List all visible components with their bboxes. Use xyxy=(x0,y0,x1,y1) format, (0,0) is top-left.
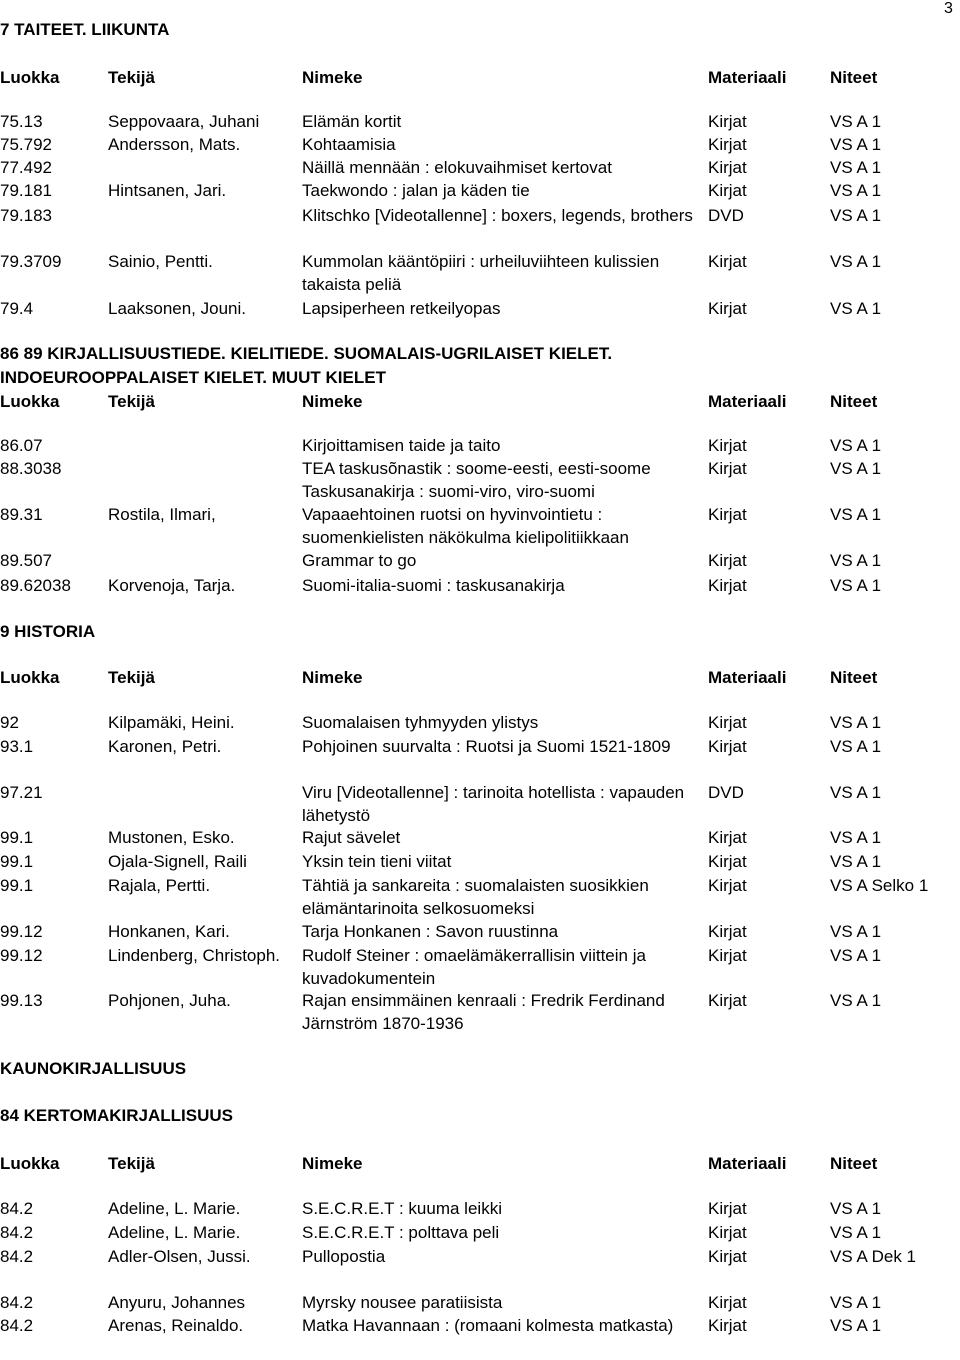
niteet-cell: VS A 1 xyxy=(830,252,882,271)
niteet-cell: VS A Selko 1 xyxy=(830,876,929,895)
table-row xyxy=(0,711,960,734)
tekija-cell: Mustonen, Esko. xyxy=(108,828,235,847)
column-header-tekija: Tekijä xyxy=(108,392,155,411)
materiaali-cell: Kirjat xyxy=(708,551,747,570)
tekija-cell: Arenas, Reinaldo. xyxy=(108,1316,244,1335)
niteet-cell: VS A 1 xyxy=(830,576,882,595)
luokka-cell: 84.2 xyxy=(0,1223,34,1242)
nimeke-cell: TEA taskusõnastik : soome-eesti, eesti-soome Taskusanakirja : suomi-viro, viro-suomi xyxy=(302,459,651,501)
nimeke-cell: Näillä mennään : elokuvaihmiset kertovat xyxy=(302,158,612,177)
column-header-materiaali: Materiaali xyxy=(708,68,787,87)
niteet-cell: VS A 1 xyxy=(830,436,882,455)
luokka-cell: 77.492 xyxy=(0,158,52,177)
tekija-cell: Sainio, Pentti. xyxy=(108,252,213,271)
table-row xyxy=(0,250,960,296)
materiaali-cell: Kirjat xyxy=(708,505,747,524)
materiaali-cell: Kirjat xyxy=(708,991,747,1010)
table-row xyxy=(0,735,960,781)
luokka-cell: 97.21 xyxy=(0,783,43,802)
table-row xyxy=(0,989,960,1035)
materiaali-cell: DVD xyxy=(708,783,744,802)
nimeke-cell: Pullopostia xyxy=(302,1247,386,1266)
nimeke-cell: Myrsky nousee paratiisista xyxy=(302,1293,503,1312)
luokka-cell: 84.2 xyxy=(0,1199,34,1218)
nimeke-cell: Kirjoittamisen taide ja taito xyxy=(302,436,501,455)
niteet-cell: VS A 1 xyxy=(830,181,882,200)
materiaali-cell: Kirjat xyxy=(708,1223,747,1242)
luokka-cell: 75.13 xyxy=(0,112,43,131)
table-row xyxy=(0,156,960,179)
niteet-cell: VS A 1 xyxy=(830,922,882,941)
nimeke-cell: Viru [Videotallenne] : tarinoita hotellista : vapauden lähetystö xyxy=(302,783,685,825)
table-row xyxy=(0,1221,960,1244)
column-header-luokka: Luokka xyxy=(0,68,60,87)
tekija-cell: Ojala-Signell, Raili xyxy=(108,852,247,871)
nimeke-cell: Matka Havannaan : (romaani kolmesta matkasta) xyxy=(302,1316,674,1335)
column-header-materiaali: Materiaali xyxy=(708,668,787,687)
table-row xyxy=(0,1245,960,1291)
tekija-cell: Kilpamäki, Heini. xyxy=(108,713,235,732)
section-heading: INDOEUROOPPALAISET KIELET. MUUT KIELET xyxy=(0,368,386,387)
luokka-cell: 79.4 xyxy=(0,299,34,318)
tekija-cell: Lindenberg, Christoph. xyxy=(108,946,281,965)
nimeke-cell: Taekwondo : jalan ja käden tie xyxy=(302,181,530,200)
niteet-cell: VS A 1 xyxy=(830,299,882,318)
table-row xyxy=(0,434,960,457)
luokka-cell: 89.62038 xyxy=(0,576,71,595)
niteet-cell: VS A 1 xyxy=(830,158,882,177)
materiaali-cell: Kirjat xyxy=(708,1316,747,1335)
materiaali-cell: Kirjat xyxy=(708,1247,747,1266)
column-header-nimeke: Nimeke xyxy=(302,668,363,687)
nimeke-cell: Klitschko [Videotallenne] : boxers, legends, brothers xyxy=(302,206,693,225)
luokka-cell: 89.31 xyxy=(0,505,43,524)
niteet-cell: VS A 1 xyxy=(830,135,882,154)
tekija-cell: Rajala, Pertti. xyxy=(108,876,211,895)
materiaali-cell: Kirjat xyxy=(708,946,747,965)
column-header-luokka: Luokka xyxy=(0,392,60,411)
nimeke-cell: Tähtiä ja sankareita : suomalaisten suosikkien elämäntarinoita selkosuomeksi xyxy=(302,876,649,918)
luokka-cell: 79.181 xyxy=(0,181,52,200)
column-header-nimeke: Nimeke xyxy=(302,68,363,87)
niteet-cell: VS A 1 xyxy=(830,991,882,1010)
column-header-niteet: Niteet xyxy=(830,392,878,411)
table-row xyxy=(0,297,960,320)
niteet-cell: VS A 1 xyxy=(830,551,882,570)
tekija-cell: Adler-Olsen, Jussi. xyxy=(108,1247,251,1266)
materiaali-cell: Kirjat xyxy=(708,576,747,595)
luokka-cell: 86.07 xyxy=(0,436,43,455)
table-row xyxy=(0,457,960,503)
materiaali-cell: Kirjat xyxy=(708,135,747,154)
column-header-nimeke: Nimeke xyxy=(302,392,363,411)
niteet-cell: VS A 1 xyxy=(830,112,882,131)
tekija-cell: Rostila, Ilmari, xyxy=(108,505,216,524)
materiaali-cell: Kirjat xyxy=(708,1199,747,1218)
column-header-tekija: Tekijä xyxy=(108,668,155,687)
luokka-cell: 99.13 xyxy=(0,991,43,1010)
luokka-cell: 99.12 xyxy=(0,922,43,941)
table-row xyxy=(0,1314,960,1360)
nimeke-cell: S.E.C.R.E.T : polttava peli xyxy=(302,1223,500,1242)
table-row xyxy=(0,874,960,920)
niteet-cell: VS A 1 xyxy=(830,1223,882,1242)
luokka-cell: 99.1 xyxy=(0,876,34,895)
niteet-cell: VS A 1 xyxy=(830,737,882,756)
nimeke-cell: Pohjoinen suurvalta : Ruotsi ja Suomi 1521-1809 xyxy=(302,737,671,756)
materiaali-cell: Kirjat xyxy=(708,158,747,177)
nimeke-cell: Kummolan kääntöpiiri : urheiluviihteen kulissien takaista peliä xyxy=(302,252,660,294)
niteet-cell: VS A 1 xyxy=(830,713,882,732)
nimeke-cell: Rudolf Steiner : omaelämäkerrallisin viittein ja kuvadokumentein xyxy=(302,946,646,988)
tekija-cell: Honkanen, Kari. xyxy=(108,922,230,941)
materiaali-cell: DVD xyxy=(708,206,744,225)
tekija-cell: Andersson, Mats. xyxy=(108,135,241,154)
table-row xyxy=(0,110,960,133)
materiaali-cell: Kirjat xyxy=(708,181,747,200)
niteet-cell: VS A 1 xyxy=(830,852,882,871)
nimeke-cell: Vapaaehtoinen ruotsi on hyvinvointietu : suomenkielisten näkökulma kielipolitiikkaan xyxy=(302,505,629,547)
column-header-niteet: Niteet xyxy=(830,68,878,87)
materiaali-cell: Kirjat xyxy=(708,1293,747,1312)
luokka-cell: 79.183 xyxy=(0,206,52,225)
table-row xyxy=(0,503,960,549)
niteet-cell: VS A 1 xyxy=(830,946,882,965)
luokka-cell: 89.507 xyxy=(0,551,52,570)
column-header-tekija: Tekijä xyxy=(108,1154,155,1173)
section-heading: 7 TAITEET. LIIKUNTA xyxy=(0,20,170,39)
column-header-materiaali: Materiaali xyxy=(708,1154,787,1173)
materiaali-cell: Kirjat xyxy=(708,112,747,131)
column-header-luokka: Luokka xyxy=(0,668,60,687)
nimeke-cell: Grammar to go xyxy=(302,551,417,570)
luokka-cell: 92 xyxy=(0,713,19,732)
luokka-cell: 99.1 xyxy=(0,828,34,847)
materiaali-cell: Kirjat xyxy=(708,922,747,941)
materiaali-cell: Kirjat xyxy=(708,252,747,271)
niteet-cell: VS A 1 xyxy=(830,1199,882,1218)
luokka-cell: 99.1 xyxy=(0,852,34,871)
luokka-cell: 88.3038 xyxy=(0,459,62,478)
materiaali-cell: Kirjat xyxy=(708,713,747,732)
materiaali-cell: Kirjat xyxy=(708,459,747,478)
tekija-cell: Hintsanen, Jari. xyxy=(108,181,227,200)
niteet-cell: VS A Dek 1 xyxy=(830,1247,916,1266)
materiaali-cell: Kirjat xyxy=(708,299,747,318)
table-row xyxy=(0,781,960,827)
nimeke-cell: Elämän kortit xyxy=(302,112,402,131)
luokka-cell: 75.792 xyxy=(0,135,52,154)
tekija-cell: Laaksonen, Jouni. xyxy=(108,299,246,318)
niteet-cell: VS A 1 xyxy=(830,1293,882,1312)
luokka-cell: 93.1 xyxy=(0,737,34,756)
column-header-tekija: Tekijä xyxy=(108,68,155,87)
tekija-cell: Adeline, L. Marie. xyxy=(108,1199,241,1218)
column-header-luokka: Luokka xyxy=(0,1154,60,1173)
luokka-cell: 84.2 xyxy=(0,1316,34,1335)
column-header-niteet: Niteet xyxy=(830,668,878,687)
niteet-cell: VS A 1 xyxy=(830,828,882,847)
niteet-cell: VS A 1 xyxy=(830,783,882,802)
materiaali-cell: Kirjat xyxy=(708,852,747,871)
table-row xyxy=(0,920,960,943)
tekija-cell: Karonen, Petri. xyxy=(108,737,222,756)
table-row xyxy=(0,1291,960,1314)
nimeke-cell: Lapsiperheen retkeilyopas xyxy=(302,299,501,318)
nimeke-cell: Rajut sävelet xyxy=(302,828,401,847)
luokka-cell: 99.12 xyxy=(0,946,43,965)
tekija-cell: Anyuru, Johannes xyxy=(108,1293,246,1312)
niteet-cell: VS A 1 xyxy=(830,459,882,478)
luokka-cell: 84.2 xyxy=(0,1293,34,1312)
materiaali-cell: Kirjat xyxy=(708,737,747,756)
nimeke-cell: Kohtaamisia xyxy=(302,135,396,154)
nimeke-cell: Suomi-italia-suomi : taskusanakirja xyxy=(302,576,565,595)
nimeke-cell: S.E.C.R.E.T : kuuma leikki xyxy=(302,1199,502,1218)
table-row xyxy=(0,826,960,849)
section-heading: 9 HISTORIA xyxy=(0,622,96,641)
niteet-cell: VS A 1 xyxy=(830,505,882,524)
column-header-materiaali: Materiaali xyxy=(708,392,787,411)
tekija-cell: Korvenoja, Tarja. xyxy=(108,576,236,595)
table-row xyxy=(0,179,960,202)
table-row xyxy=(0,574,960,597)
nimeke-cell: Tarja Honkanen : Savon ruustinna xyxy=(302,922,559,941)
materiaali-cell: Kirjat xyxy=(708,876,747,895)
section-heading: 86 89 KIRJALLISUUSTIEDE. KIELITIEDE. SUOMALAIS-UGRILAISET KIELET. xyxy=(0,344,613,363)
table-row xyxy=(0,944,960,990)
nimeke-cell: Suomalaisen tyhmyyden ylistys xyxy=(302,713,539,732)
table-row xyxy=(0,549,960,572)
niteet-cell: VS A 1 xyxy=(830,206,882,225)
section-heading: 84 KERTOMAKIRJALLISUUS xyxy=(0,1106,233,1125)
niteet-cell: VS A 1 xyxy=(830,1316,882,1335)
page-number: 3 xyxy=(944,0,953,17)
column-header-niteet: Niteet xyxy=(830,1154,878,1173)
table-row xyxy=(0,133,960,156)
luokka-cell: 79.3709 xyxy=(0,252,62,271)
luokka-cell: 84.2 xyxy=(0,1247,34,1266)
table-row xyxy=(0,204,960,250)
section-heading: KAUNOKIRJALLISUUS xyxy=(0,1059,187,1078)
tekija-cell: Seppovaara, Juhani xyxy=(108,112,260,131)
materiaali-cell: Kirjat xyxy=(708,828,747,847)
tekija-cell: Pohjonen, Juha. xyxy=(108,991,231,1010)
table-row xyxy=(0,850,960,873)
nimeke-cell: Rajan ensimmäinen kenraali : Fredrik Ferdinand Järnström 1870-1936 xyxy=(302,991,665,1033)
materiaali-cell: Kirjat xyxy=(708,436,747,455)
table-row xyxy=(0,1197,960,1220)
nimeke-cell: Yksin tein tieni viitat xyxy=(302,852,452,871)
tekija-cell: Adeline, L. Marie. xyxy=(108,1223,241,1242)
column-header-nimeke: Nimeke xyxy=(302,1154,363,1173)
